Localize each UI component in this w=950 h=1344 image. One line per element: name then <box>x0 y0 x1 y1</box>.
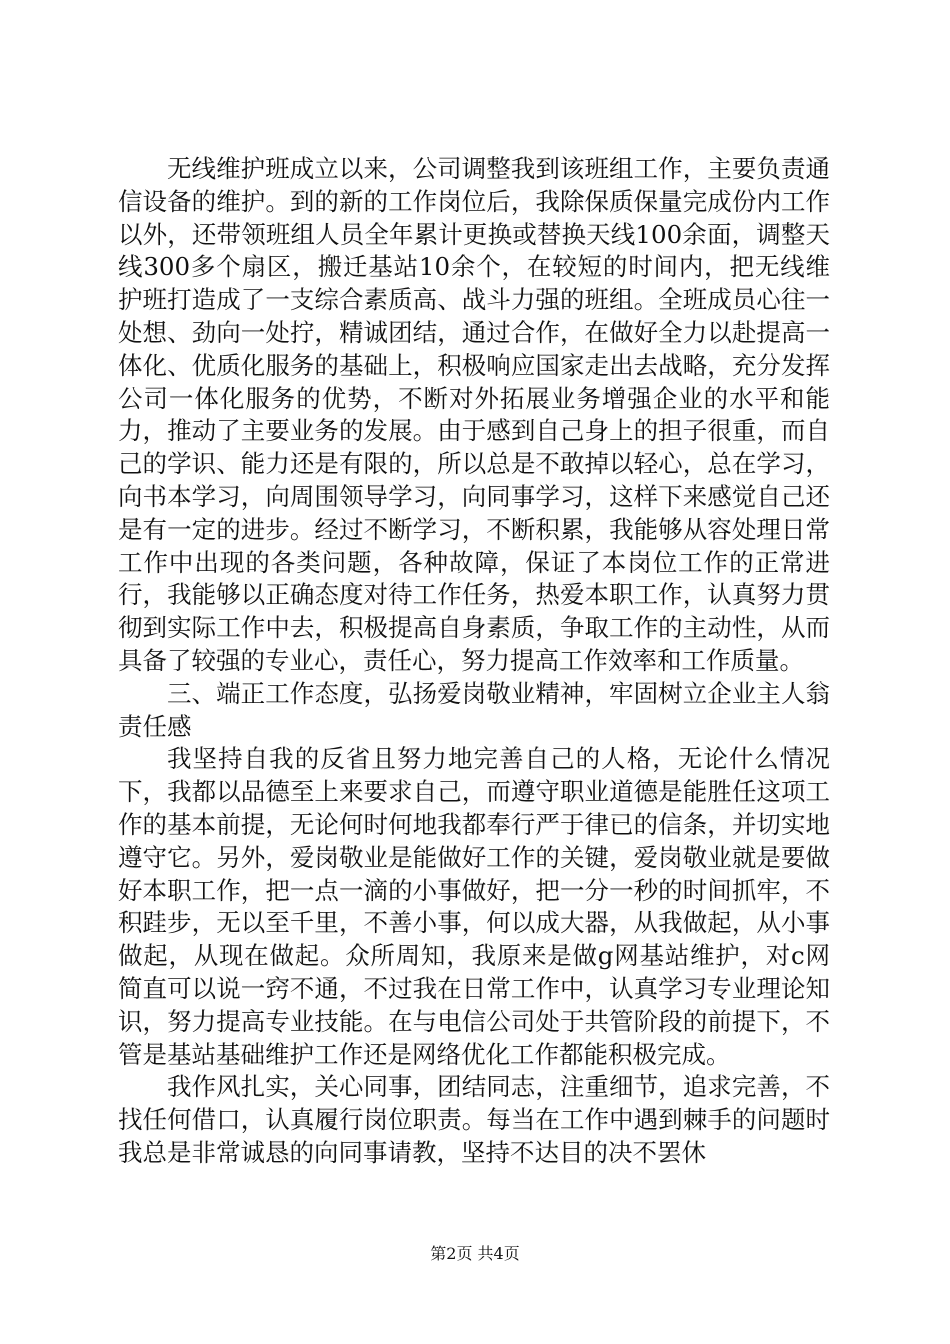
paragraph-self-reflection: 我坚持自我的反省且努力地完善自己的人格，无论什么情况下，我都以品德至上来要求自己，而遵守职业道德是能胜任这项工作的基本前提，无论何时何地我都奉行严于律已的信条，并切实地遵守它。另外，爱岗敬业是能做好工作的关键，爱岗敬业就是要做好本职工作，把一点一滴的小事做好，把一分一秒的时间抓牢，不积跬步，无以至千里，不善小事，何以成大器，从我做起，从小事做起，从现在做起。众所周知，我原来是做g网基站维护，对c网简直可以说一窍不通，不过我在日常工作中，认真学习专业理论知识，努力提高专业技能。在与电信公司处于共管阶段的前提下，不管是基站基础维护工作还是网络优化工作都能积极完成。 <box>118 744 830 1069</box>
page-footer: 第2页 共4页 <box>430 1244 520 1263</box>
section-heading-work-attitude: 三、端正工作态度，弘扬爱岗敬业精神，牢固树立企业主人翁责任感 <box>118 678 830 741</box>
paragraph-wireless-maintenance: 无线维护班成立以来，公司调整我到该班组工作，主要负责通信设备的维护。到的新的工作岗位后，我除保质保量完成份内工作以外，还带领班组人员全年累计更换或替换天线100余面，调整天线300多个扇区，搬迁基站10余个，在较短的时间内，把无线维护班打造成了一支综合素质高、战斗力强的班组。全班成员心往一处想、劲向一处拧，精诚团结，通过合作，在做好全力以赴提高一体化、优质化服务的基础上，积极响应国家走出去战略，充分发挥公司一体化服务的优势，不断对外拓展业务增强企业的水平和能力，推动了主要业务的发展。由于感到自己身上的担子很重，而自己的学识、能力还是有限的，所以总是不敢掉以轻心，总在学习，向书本学习，向周围领导学习，向同事学习，这样下来感觉自己还是有一定的进步。经过不断学习，不断积累，我能够从容处理日常工作中出现的各类问题，各种故障，保证了本岗位工作的正常进行，我能够以正确态度对待工作任务，热爱本职工作，认真努力贯彻到实际工作中去，积极提高自身素质，争取工作的主动性，从而具备了较强的专业心，责任心，努力提高工作效率和工作质量。 <box>118 154 830 675</box>
document-body <box>118 153 830 1170</box>
paragraph-work-style: 我作风扎实，关心同事，团结同志，注重细节，追求完善，不找任何借口，认真履行岗位职责。每当在工作中遇到棘手的问题时我总是非常诚恳的向同事请教，坚持不达目的决不罢休 <box>118 1072 830 1167</box>
